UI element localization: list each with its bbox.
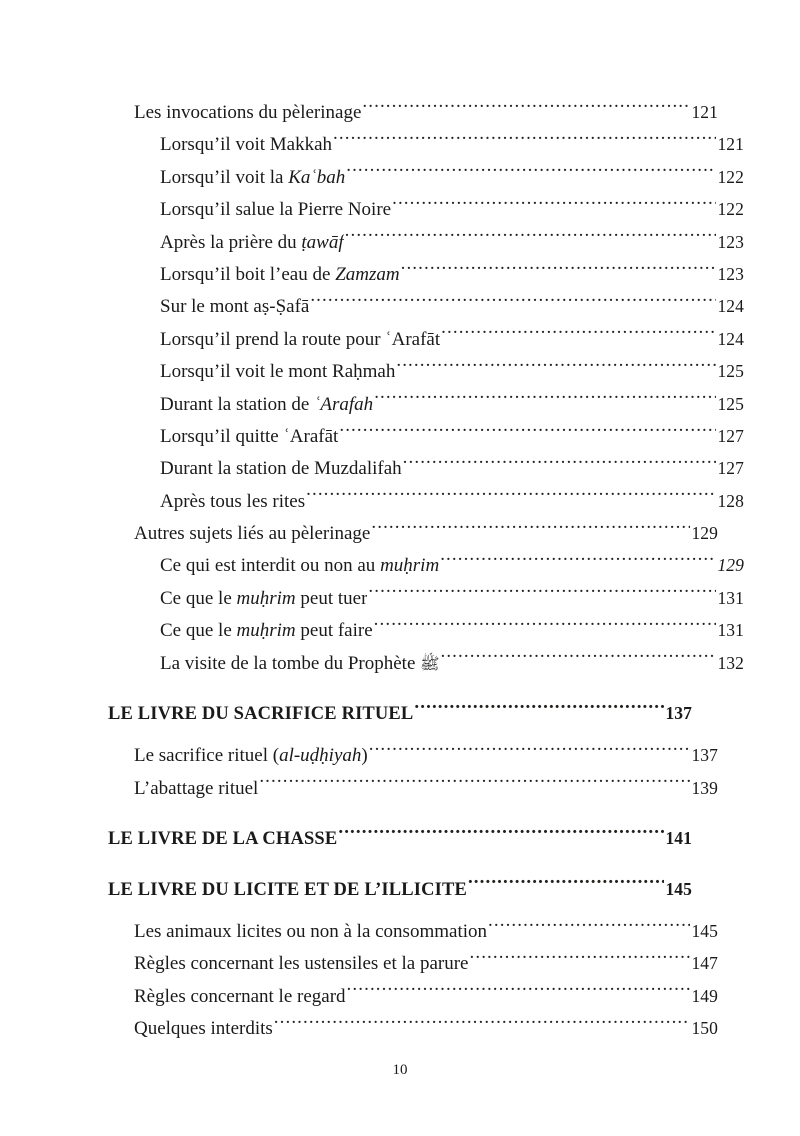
dot-leader [468, 876, 665, 895]
toc-entry[interactable] [160, 258, 744, 290]
page-folio-number: 10 [392, 1062, 408, 1078]
dot-leader [470, 950, 691, 969]
dot-leader [369, 742, 691, 761]
toc-entry[interactable] [134, 980, 718, 1012]
toc-entry-page-number: 124 [717, 296, 744, 317]
toc-entry-label: Règles concernant le regard [134, 985, 346, 1007]
toc-entry[interactable] [134, 772, 718, 804]
toc-entry[interactable] [160, 582, 744, 614]
toc-entry-page-number: 121 [691, 102, 718, 122]
dot-leader [374, 617, 717, 636]
toc-entry[interactable] [134, 739, 718, 771]
toc-entry-page-number: 129 [717, 555, 744, 576]
toc-entry-page-number: 147 [691, 953, 718, 974]
toc-entry[interactable] [134, 947, 718, 979]
toc-entry-page-number: 129 [691, 523, 718, 544]
toc-entry-page-number: 127 [717, 458, 744, 479]
toc-entry-page-number: 122 [717, 166, 744, 187]
toc-book-entry[interactable] [108, 822, 692, 854]
toc-entry[interactable] [134, 915, 718, 947]
dot-leader [259, 775, 690, 794]
dot-leader [403, 455, 717, 474]
toc-entry[interactable] [134, 96, 718, 128]
toc-entry-page-number: 141 [665, 828, 692, 849]
dot-leader [339, 423, 716, 442]
toc-entry-page-number: 145 [665, 878, 692, 899]
toc-book-entry[interactable] [108, 697, 692, 729]
toc-entry-label: Ce qui est interdit ou non au muḥrim [160, 555, 440, 577]
toc-entry[interactable] [160, 614, 744, 646]
toc-entry[interactable] [160, 226, 744, 258]
toc-entry-label: Lorsqu’il voit le mont Raḥmah [160, 361, 396, 383]
toc-entry-label: Ce que le muḥrim peut tuer [160, 587, 368, 609]
toc-entry-label: Sur le mont aṣ-Ṣafā [160, 296, 310, 318]
toc-entry-label: Les invocations du pèlerinage [134, 102, 362, 123]
toc-entry[interactable] [160, 161, 744, 193]
dot-leader [371, 520, 690, 539]
spacer [108, 729, 692, 739]
toc-entry-label: Lorsqu’il voit la Kaʿbah [160, 166, 346, 188]
toc-entry[interactable] [160, 323, 744, 355]
dot-leader [333, 131, 716, 150]
toc-entry-page-number: 127 [717, 425, 744, 446]
dot-leader [306, 488, 716, 507]
toc-entry-page-number: 131 [717, 587, 744, 608]
toc-entry-page-number: 150 [691, 1018, 718, 1039]
dot-leader [368, 585, 716, 604]
toc-entry-label: Lorsqu’il salue la Pierre Noire [160, 199, 392, 221]
dot-leader [374, 391, 716, 410]
toc-entry[interactable] [134, 517, 718, 549]
table-of-contents-list [108, 96, 744, 1045]
toc-entry-label: Lorsqu’il voit Makkah [160, 134, 333, 156]
toc-entry-label: Après tous les rites [160, 490, 306, 512]
spacer [108, 679, 692, 697]
toc-entry-label: LE LIVRE DU SACRIFICE RITUEL [108, 704, 414, 725]
dot-leader [440, 552, 716, 571]
dot-leader [440, 650, 716, 669]
toc-entry[interactable] [160, 355, 744, 387]
toc-entry-label: Lorsqu’il prend la route pour ʿArafāt [160, 328, 441, 350]
spacer [108, 855, 692, 873]
toc-entry-page-number: 124 [717, 328, 744, 349]
dot-leader [392, 196, 716, 215]
dot-leader [346, 164, 716, 183]
toc-entry-label: LE LIVRE DU LICITE ET DE L’ILLICITE [108, 879, 467, 900]
toc-entry-page-number: 132 [717, 652, 744, 673]
dot-leader [362, 99, 690, 118]
toc-entry-label: LE LIVRE DE LA CHASSE [108, 829, 338, 850]
toc-entry-page-number: 123 [717, 231, 744, 252]
toc-entry[interactable] [160, 290, 744, 322]
toc-entry-label: Après la prière du ṭawāf [160, 231, 344, 253]
dot-leader [414, 701, 664, 720]
toc-entry-page-number: 123 [717, 263, 744, 284]
toc-entry-page-number: 121 [717, 134, 744, 155]
toc-entry-label: Lorsqu’il quitte ʿArafāt [160, 425, 339, 447]
dot-leader [488, 918, 690, 937]
dot-leader [401, 261, 717, 280]
toc-entry[interactable] [160, 128, 744, 160]
toc-entry-page-number: 125 [717, 393, 744, 414]
spacer [108, 804, 692, 822]
dot-leader [310, 293, 716, 312]
toc-entry-page-number: 128 [717, 490, 744, 511]
toc-entry-label: Règles concernant les ustensiles et la parure [134, 953, 469, 975]
dot-leader [274, 1015, 691, 1034]
toc-entry-page-number: 139 [691, 777, 718, 798]
toc-entry-label: La visite de la tombe du Prophète ﷺ [160, 652, 440, 674]
toc-entry-page-number: 122 [717, 199, 744, 220]
dot-leader [441, 326, 716, 345]
dot-leader [338, 826, 664, 845]
toc-entry-label: Lorsqu’il boit l’eau de Zamzam [160, 263, 400, 285]
toc-entry-label: Durant la station de Muzdalifah [160, 458, 402, 480]
dot-leader [347, 983, 691, 1002]
toc-entry-label: Ce que le muḥrim peut faire [160, 620, 373, 642]
toc-entry-label: Le sacrifice rituel (al-uḍḥiyah) [134, 745, 368, 767]
toc-book-entry[interactable] [108, 873, 692, 905]
dot-leader [345, 229, 717, 248]
toc-entry[interactable] [160, 549, 744, 581]
toc-entry[interactable] [134, 1012, 718, 1044]
dot-leader [396, 358, 716, 377]
toc-entry[interactable] [160, 193, 744, 225]
toc-entry-page-number: 137 [665, 703, 692, 724]
toc-entry-label: Les animaux licites ou non à la consommation [134, 920, 488, 942]
toc-entry[interactable] [160, 485, 744, 517]
toc-entry-label: Autres sujets liés au pèlerinage [134, 523, 371, 545]
spacer [108, 905, 692, 915]
toc-entry[interactable] [160, 420, 744, 452]
toc-entry-page-number: 145 [691, 920, 718, 941]
toc-entry[interactable] [160, 647, 744, 679]
toc-entry-page-number: 131 [717, 620, 744, 641]
toc-entry-page-number: 137 [691, 745, 718, 766]
toc-entry-page-number: 125 [717, 361, 744, 382]
toc-entry-label: Durant la station de ʿArafah [160, 393, 374, 415]
toc-entry-label: L’abattage rituel [134, 777, 259, 799]
toc-entry-page-number: 149 [691, 985, 718, 1006]
toc-entry[interactable] [160, 452, 744, 484]
toc-entry-label: Quelques interdits [134, 1018, 273, 1040]
toc-entry[interactable] [160, 388, 744, 420]
